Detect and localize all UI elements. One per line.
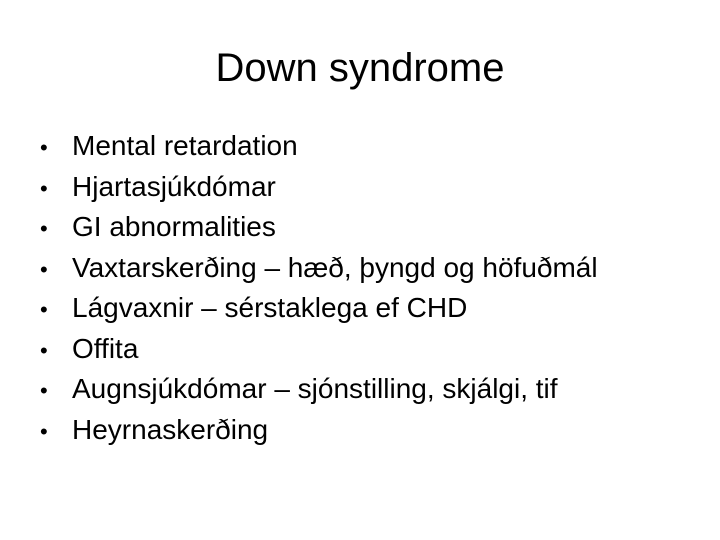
bullet-icon: •	[40, 378, 48, 403]
list-item	[40, 207, 700, 248]
bullet-text: Hjartasjúkdómar	[72, 170, 276, 202]
list-item	[40, 288, 700, 329]
bullet-icon: •	[40, 337, 48, 363]
bullet-text: GI abnormalities	[72, 211, 276, 242]
bullet-icon: •	[40, 297, 48, 322]
bullet-icon: •	[40, 135, 48, 160]
bullet-text: Augnsjúkdómar – sjónstilling, skjálgi, tif	[72, 373, 558, 404]
bullet-icon: •	[40, 256, 48, 282]
list-item	[40, 126, 700, 167]
bullet-icon: •	[40, 175, 48, 201]
list-item	[40, 248, 700, 289]
bullet-text: Vaxtarskerðing – hæð, þyngd og höfuðmál	[72, 251, 598, 283]
list-item	[40, 410, 700, 451]
list-item	[40, 329, 700, 370]
bullet-text: Offita	[72, 332, 139, 364]
slide-title: Down syndrome	[215, 46, 505, 90]
list-item	[40, 167, 700, 208]
bullet-icon: •	[40, 418, 48, 444]
bullet-list	[40, 126, 700, 450]
list-item	[40, 369, 700, 410]
bullet-text: Lágvaxnir – sérstaklega ef CHD	[72, 292, 468, 323]
bullet-icon: •	[40, 216, 48, 241]
bullet-text: Heyrnaskerðing	[72, 413, 269, 445]
bullet-text: Mental retardation	[72, 130, 298, 161]
